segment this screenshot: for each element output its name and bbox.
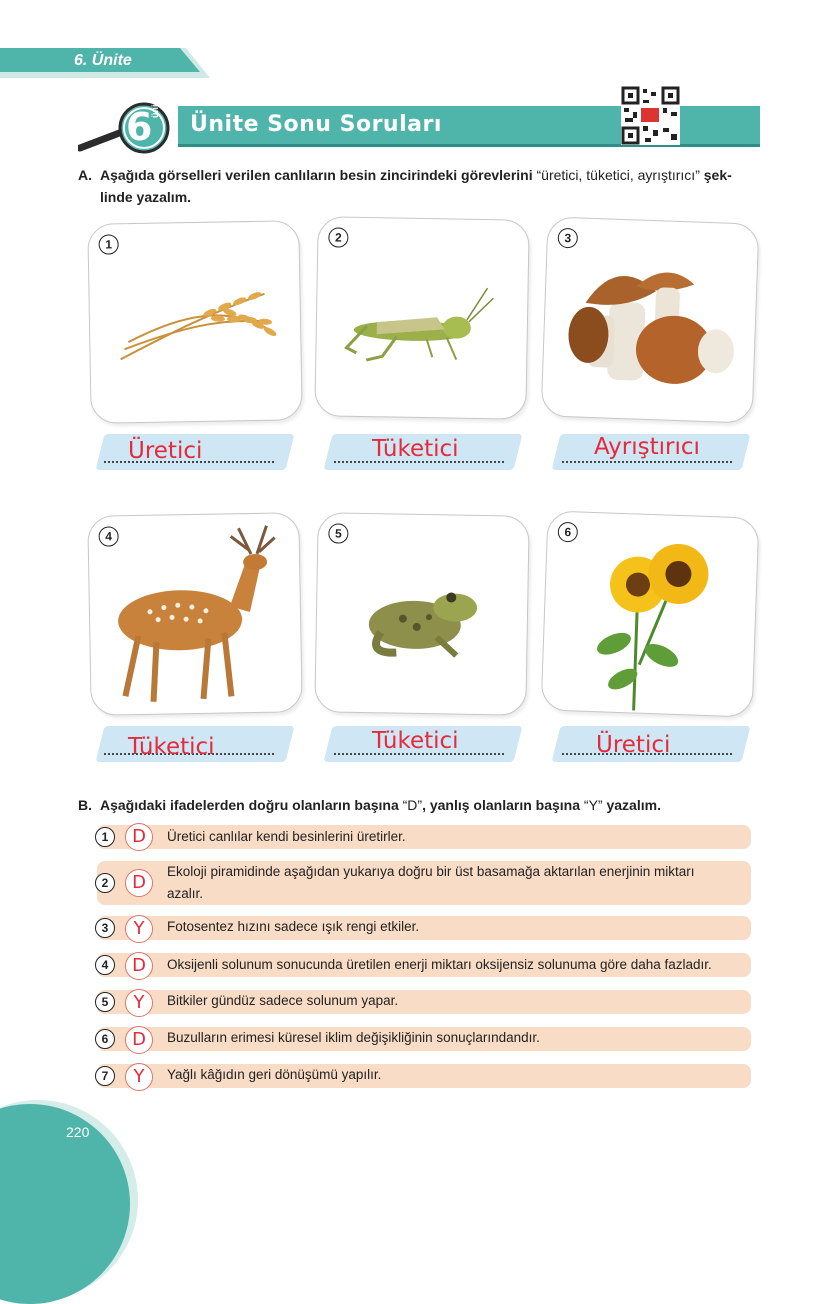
unit-label: 6. Ünite: [74, 52, 132, 69]
statement-text: Oksijenli solunum sonucunda üretilen enerji miktarı oksijensiz solunuma göre daha fazladır.: [167, 957, 712, 972]
unit-badge: [78, 96, 182, 156]
statement-answer: D: [125, 1026, 153, 1054]
statement-row-2: [97, 861, 751, 905]
deer-image: [88, 513, 301, 715]
question-b-text-1: Aşağıdaki ifadelerden doğru olanların başına: [100, 797, 403, 813]
statement-number: 2: [95, 873, 115, 893]
statement-text: Fotosentez hızını sadece ışık rengi etkiler.: [167, 919, 420, 934]
statement-answer: Y: [125, 989, 153, 1017]
statement-row-4: [97, 953, 751, 977]
question-a-letter: A.: [78, 167, 92, 183]
mushrooms-image: [542, 217, 759, 422]
question-b-text-3: yazalım.: [602, 797, 661, 813]
answer-3: Ayrıştırıcı: [594, 434, 700, 460]
answer-5: Tüketici: [372, 728, 459, 754]
page-title: Ünite Sonu Soruları: [190, 112, 442, 137]
answer-4: Tüketici: [128, 734, 215, 760]
question-b: [78, 795, 798, 815]
answer-dots-3: [562, 460, 732, 463]
question-b-d: “D”: [402, 797, 423, 813]
frog-image: [315, 513, 528, 715]
statement-number: 7: [95, 1066, 115, 1086]
statement-text: Bitkiler gündüz sadece solunum yapar.: [167, 993, 399, 1008]
qr-code[interactable]: [621, 86, 680, 145]
statement-row-1: [97, 825, 751, 849]
qr-code-icon: [621, 86, 680, 145]
card-number: 4: [98, 526, 118, 546]
statement-answer: D: [125, 952, 153, 980]
statement-row-3: [97, 916, 751, 940]
card-number: 5: [328, 523, 348, 543]
statement-row-7: [97, 1064, 751, 1088]
image-card-3: [541, 216, 760, 423]
statement-text: Yağlı kâğıdın geri dönüşümü yapılır.: [167, 1067, 382, 1082]
sunflowers-image: [542, 511, 759, 716]
image-card-4: [87, 512, 302, 716]
statement-row-5: [97, 990, 751, 1014]
badge-number: 6: [126, 105, 153, 149]
image-card-2: [314, 216, 529, 420]
statement-answer: Y: [125, 915, 153, 943]
answer-6: Üretici: [596, 732, 671, 758]
statement-number: 3: [95, 918, 115, 938]
card-number: 1: [98, 234, 118, 254]
question-b-letter: B.: [78, 797, 92, 813]
statement-number: 4: [95, 955, 115, 975]
question-a-text-2: şek-: [703, 167, 732, 183]
statement-text-line-1: Ekoloji piramidinde aşağıdan yukarıya doğru bir üst basamağa aktarılan enerjinin miktarı: [167, 864, 695, 879]
statement-number: 1: [95, 827, 115, 847]
image-card-1: [87, 220, 302, 424]
statement-text: [167, 861, 695, 905]
image-card-5: [314, 512, 529, 716]
question-a-text-1: Aşağıda görselleri verilen canlıların besin zincirindeki görevlerini: [100, 167, 533, 183]
question-a-line-2: linde yazalım.: [100, 189, 192, 205]
card-number: 2: [328, 227, 348, 247]
statement-answer: Y: [125, 1063, 153, 1091]
question-b-y: “Y”: [583, 797, 603, 813]
wheat-image: [88, 221, 301, 423]
question-b-text-2: , yanlış olanların başına: [422, 797, 584, 813]
statement-number: 5: [95, 992, 115, 1012]
statement-text: Üretici canlılar kendi besinlerini üretirler.: [167, 829, 406, 844]
unit-tab: [0, 48, 200, 76]
question-a-quote: “üretici, tüketici, ayrıştırıcı”: [532, 167, 704, 183]
statement-text-line-2: azalır.: [167, 886, 204, 901]
statement-answer: D: [125, 823, 153, 851]
card-number: 6: [557, 522, 578, 543]
badge-word: ünite: [150, 96, 160, 118]
card-number: 3: [557, 228, 578, 249]
statement-number: 6: [95, 1029, 115, 1049]
page-number: 220: [66, 1124, 90, 1140]
statement-answer: D: [125, 869, 153, 897]
image-card-6: [541, 510, 760, 717]
statement-text: Buzulların erimesi küresel iklim değişikliğinin sonuçlarındandır.: [167, 1030, 540, 1045]
question-a: [78, 164, 768, 208]
grasshopper-image: [315, 217, 528, 419]
answer-2: Tüketici: [372, 436, 459, 462]
answer-1: Üretici: [128, 438, 203, 464]
statement-row-6: [97, 1027, 751, 1051]
